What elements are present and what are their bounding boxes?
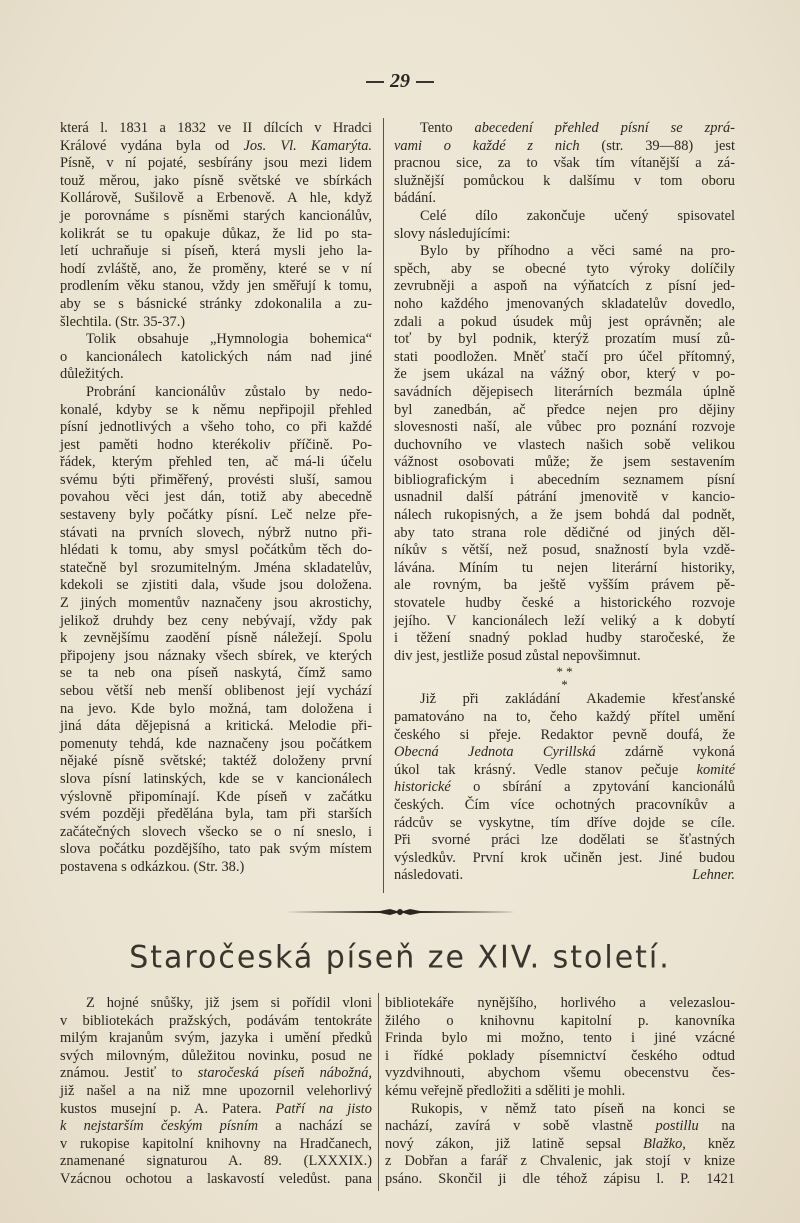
text-line: vyzdvihnouti, abychom všemu obecenstvu čes- bbox=[385, 1065, 735, 1082]
text-line: povahou věci jest dán, totiž aby abecedně bbox=[60, 489, 372, 506]
text-line: Tento abecedení přehled písní se zprá- bbox=[420, 120, 735, 136]
text-line: Vzácnou ochotou a laskavostí veledůst. pana bbox=[60, 1170, 372, 1187]
paragraph bbox=[60, 120, 372, 331]
paragraph bbox=[385, 1101, 735, 1189]
text-line: bibliotekáře nynějšího, horlivého a velezaslou- bbox=[385, 995, 735, 1011]
paragraph bbox=[60, 995, 372, 1189]
text-line: služnější pomůckou k dalšímu v tom oboru bbox=[394, 172, 735, 189]
text-line: řádek, kterým přehled ten, ač má-li účelu bbox=[60, 454, 372, 471]
text-line: byl zanedbán, ač předce nejen pro dějiny bbox=[394, 401, 735, 418]
text-line: touž měrou, jako písně světské ve sbírkách bbox=[60, 172, 372, 189]
paragraph bbox=[60, 384, 372, 877]
text-line: zevrubněji a aspoň na výňatcích z písní jed- bbox=[394, 278, 735, 295]
section-title: Staročeská píseň ze XIV. století. bbox=[129, 939, 671, 976]
text-line: šlechtila. (Str. 35-37.) bbox=[60, 313, 186, 330]
paragraph bbox=[385, 995, 735, 1101]
italic-text: Jos. Vl. Kamarýta. bbox=[243, 137, 372, 154]
page-number-text: 29 bbox=[390, 70, 410, 92]
text-line: spěch, aby se obecné tyto výroky dolíčily bbox=[394, 260, 735, 277]
text-line: usnadnil další pátrání jmenovitě v kancio- bbox=[394, 489, 735, 506]
text-line: Již při zakládání Akademie křesťanské bbox=[420, 691, 735, 708]
text-line: zdali a pokud úsudek můj jest oprávněn; ale bbox=[394, 313, 735, 330]
page-number bbox=[0, 70, 800, 93]
text-line: slovy následujícími: bbox=[394, 225, 511, 242]
text-line: českých. Čím více ochotných pracovníkův a bbox=[394, 796, 735, 813]
text-line: Písně, v ní pojaté, sesbírány jsou mezi lidem bbox=[60, 155, 372, 172]
text-line: i řídké poklady písemnictví českého odtud bbox=[385, 1047, 735, 1064]
text-line: stati poodložen. Mněť stačí pro účel přítomný, bbox=[394, 348, 735, 365]
text-line: nachází, zavírá v sobě vlastně postillu na bbox=[385, 1118, 735, 1135]
text-line: Tolik obsahuje „Hymnologia bohemica“ bbox=[86, 331, 372, 348]
text-line: nový zákon, již latině sepsal Blažko, kněz bbox=[385, 1135, 735, 1152]
text-line: svých milovným, důležitou novinku, posud ne bbox=[60, 1047, 372, 1064]
text-line: o kancionálech katolických nám nad jiné bbox=[60, 348, 372, 365]
top-right-column bbox=[394, 120, 735, 885]
text-line: noho každého jmenovaných skladatelův dovedlo, bbox=[394, 295, 735, 312]
text-line: připojeny jsou náznaky všech sbírek, ve kterých bbox=[60, 647, 372, 664]
italic-text: vami o každé z nich bbox=[394, 137, 580, 154]
text-line: aby tato strana role dědičné od jiných děl- bbox=[394, 524, 735, 541]
text-line: kustos musejní p. A. Patera. Patří na jisto bbox=[60, 1100, 372, 1117]
text-line: v bibliotekách pražských, podávám tentokráte bbox=[60, 1012, 372, 1029]
ornament-dash bbox=[366, 81, 384, 83]
text-line: jest paměti hodno kterékoliv příčině. Po- bbox=[60, 436, 372, 453]
text-line: vážnost osobovati může; že jsem sestavením bbox=[394, 454, 735, 471]
text-line: Celé dílo zakončuje učený spisovatel bbox=[420, 207, 735, 224]
text-line: Frinda bylo mi možno, tento i jiné vzácné bbox=[385, 1030, 735, 1047]
italic-text: historické bbox=[394, 779, 451, 796]
text-line: jelikož druhdy bez ceny nebývají, vždy pak bbox=[60, 612, 372, 629]
italic-text: staročeská píseň nábožná, bbox=[197, 1065, 372, 1082]
italic-text: postillu bbox=[655, 1118, 699, 1135]
paragraph bbox=[394, 208, 735, 243]
text-line: lávána. Míním tu nejen literární historiky, bbox=[394, 559, 735, 576]
text-line: pracnou sice, za to však tím vítanější a zá- bbox=[394, 155, 735, 172]
text-line: slovesnosti naší, ale vůbec pro poznání rozvoje bbox=[394, 419, 735, 436]
text-line: Obecná Jednota Cyrillská zdárně vykoná bbox=[394, 744, 736, 761]
text-line: nálech rukopisných, a že jsem bohdá dal podnět, bbox=[394, 507, 735, 524]
text-line: která l. 1831 a 1832 ve II dílcích v Hradci bbox=[60, 120, 372, 136]
text-line: Probrání kancionálův zůstalo by nedo- bbox=[86, 383, 372, 400]
italic-text: komité bbox=[696, 761, 735, 778]
text-line: k zevnějšímu zaodění písně náležejí. Spolu bbox=[60, 630, 372, 647]
paragraph bbox=[394, 243, 735, 665]
text-line: aby se s básnické stránky zdokonalila a zu- bbox=[60, 295, 372, 312]
text-line: konalé, kdyby se k němu nepřipojil přehled bbox=[60, 401, 372, 418]
text-line: Z hojné snůšky, již jsem si pořídil vloni bbox=[86, 995, 372, 1011]
bottom-right-column bbox=[385, 995, 735, 1189]
text-line: slova počátku pozdějšího, tato pak svým místem bbox=[60, 841, 372, 858]
text-line: Rukopis, v němž tato píseň na konci se bbox=[411, 1100, 735, 1117]
text-line: následovati. Lehner. bbox=[394, 867, 735, 884]
text-line: ale rovným, ba ještě vyšším právem pě- bbox=[394, 577, 735, 594]
bottom-left-column bbox=[60, 995, 372, 1189]
text-line: výsledkův. První krok učiněn jest. Jiné budou bbox=[394, 849, 735, 866]
section-divider-ornament bbox=[285, 906, 515, 918]
text-line: bádání. bbox=[394, 190, 436, 207]
text-line: milým krajanům svým, jazyka i umění předků bbox=[60, 1030, 372, 1047]
text-line: na jevo. Kde bylo možná, tam doložena i bbox=[60, 700, 372, 717]
text-line: znamenané signaturou A. 89. (LXXXIX.) bbox=[60, 1153, 372, 1170]
text-line: pamatováno na to, čeho každý přítel umění bbox=[394, 709, 735, 725]
text-line: svém později předělána byla, tam při starších bbox=[60, 806, 372, 823]
text-line: důležitých. bbox=[60, 366, 124, 383]
italic-text: Obecná Jednota Cyrillská bbox=[394, 744, 596, 761]
text-line: k nejstarším českým písním a nachází se bbox=[60, 1118, 372, 1135]
text-line: hodí zvláště, ano, že proměny, které se v ní bbox=[60, 260, 372, 277]
text-line: postavena s odkázkou. (Str. 38.) bbox=[60, 858, 245, 875]
text-line: jiná dáta dějepisná a kritická. Melodie při- bbox=[60, 718, 372, 735]
text-line: vami o každé z nich (str. 39—88) jest bbox=[394, 137, 735, 154]
text-line: začátečných slovech všecko se o ní sneslo, i bbox=[60, 823, 372, 840]
column-divider bbox=[378, 993, 379, 1191]
text-line: níkův s větší, než posud, snažností byla vzdě- bbox=[394, 542, 735, 559]
text-line: hlédati k tomu, aby smysl počátkům těch do- bbox=[60, 542, 372, 559]
text-line: z Dobřan a farář z Chvalenic, jak stojí v knize bbox=[385, 1153, 735, 1170]
text-line: i těžení snadný poklad hudby staročeské, že bbox=[394, 630, 735, 647]
text-line: českého si přeje. Redaktor pevně doufá, že bbox=[394, 726, 735, 743]
text-line: písní jednotlivých a všeho toho, co při každé bbox=[60, 419, 372, 436]
paragraph bbox=[394, 691, 735, 885]
text-line: nějaké písně světské; taktéž doloženy první bbox=[60, 753, 372, 770]
text-line: rádcův se vyskytne, tím dříve dojde se cíle. bbox=[394, 814, 735, 831]
text-line: svému býti přiměřený, provésti sluší, samou bbox=[60, 471, 372, 488]
text-line: statečně byl srozumitelným. Jména skladatelův, bbox=[60, 559, 372, 576]
paragraph bbox=[60, 331, 372, 384]
text-line: prodlením věku stanou, vždy jen směřují k tomu, bbox=[60, 278, 372, 295]
text-line: psáno. Skončil ji dle téhož zápisu l. P. 1421 bbox=[385, 1170, 735, 1187]
text-line: historické o sbírání a zpytování kancionálů bbox=[394, 779, 735, 796]
text-line: Při svorné práci lze dodělati se šťastných bbox=[394, 832, 735, 849]
text-line: výslovně připomínají. Kde píseň v začátku bbox=[60, 788, 372, 805]
text-line: stávati na prvních slovech, nýbrž nutno při- bbox=[60, 524, 372, 541]
text-line: kolikrát se tu opakuje důkaz, že lid po sta- bbox=[60, 225, 372, 242]
asterism: * * * bbox=[556, 664, 573, 693]
text-line: sebou větší neb menší oblibenost její vychází bbox=[60, 683, 372, 699]
text-line: pomenuty tehdá, kde naznačeny jsou počátkem bbox=[60, 735, 372, 752]
text-line: slova písní latinských, kde se v kancionálech bbox=[60, 770, 372, 787]
text-line: Bylo by příhodno a věci samé na pro- bbox=[420, 243, 735, 260]
text-line: úkol tak krásný. Vedle stanov pečuje komité bbox=[394, 761, 735, 778]
ornament-dash bbox=[416, 81, 434, 83]
text-line: div jest, jestliže posud zůstal nepovšimnut. bbox=[394, 647, 641, 664]
text-line: v rukopise kapitolní knihovny na Hradčanech, bbox=[60, 1135, 372, 1152]
text-line: sestaveny byly počátky písní. Leč nelze pře- bbox=[60, 507, 372, 524]
text-line: že jsem ukázal na vážný obor, který v po- bbox=[394, 366, 735, 383]
paragraph bbox=[394, 120, 735, 208]
column-divider bbox=[383, 118, 384, 893]
text-line: letí uchraňuje si píseň, která mysli jeho la- bbox=[60, 243, 372, 260]
text-line: Z jiných momentův naznačeny jsou akrostichy, bbox=[60, 595, 372, 612]
text-line: jejího. V kancionálech leží veliký a k dobytí bbox=[394, 612, 735, 629]
italic-text: abecedení přehled písní se zprá- bbox=[474, 120, 735, 136]
text-line: kdekoli se zjistiti dala, všude jsou doložena. bbox=[60, 577, 372, 594]
text-line: duchovního ve vlastech našich sobě velikou bbox=[394, 436, 735, 453]
text-line: bibliografickým i abecedním seznamem písní bbox=[394, 471, 735, 488]
text-line: již našel a na niž mne upozornil velehorlivý bbox=[60, 1082, 372, 1099]
text-line: je porovnáme s písněmi starých kancionálův, bbox=[60, 207, 372, 224]
author-signature: Lehner. bbox=[692, 867, 735, 884]
top-left-column bbox=[60, 120, 372, 877]
italic-text: Patří na jisto bbox=[275, 1100, 372, 1117]
text-line: známou. Jestiť to staročeská píseň nábožná, bbox=[60, 1065, 372, 1082]
italic-text: k nejstarším českým písním bbox=[60, 1118, 258, 1135]
text-line: savádních dějepisech literárních bezmála úplně bbox=[394, 383, 735, 400]
italic-text: Blažko, bbox=[643, 1135, 686, 1152]
text-line: Králové vydána byla od Jos. Vl. Kamarýta. bbox=[60, 137, 372, 154]
text-line: Kollárově, Sušilově a Erbenově. A hle, když bbox=[60, 190, 372, 207]
text-line: toť by byl podnik, kterýž prozatím musí zů- bbox=[394, 331, 735, 348]
text-line: kému veřejně předložiti a sděliti je mohli. bbox=[385, 1082, 626, 1099]
text-line: stovatele hudby české a historického rozvoje bbox=[394, 595, 735, 612]
text-line: se ta neb ona píseň naskytá, čímž samo bbox=[60, 665, 372, 682]
text-line: žilého o knihovnu kapitolní p. kanovníka bbox=[385, 1012, 735, 1029]
